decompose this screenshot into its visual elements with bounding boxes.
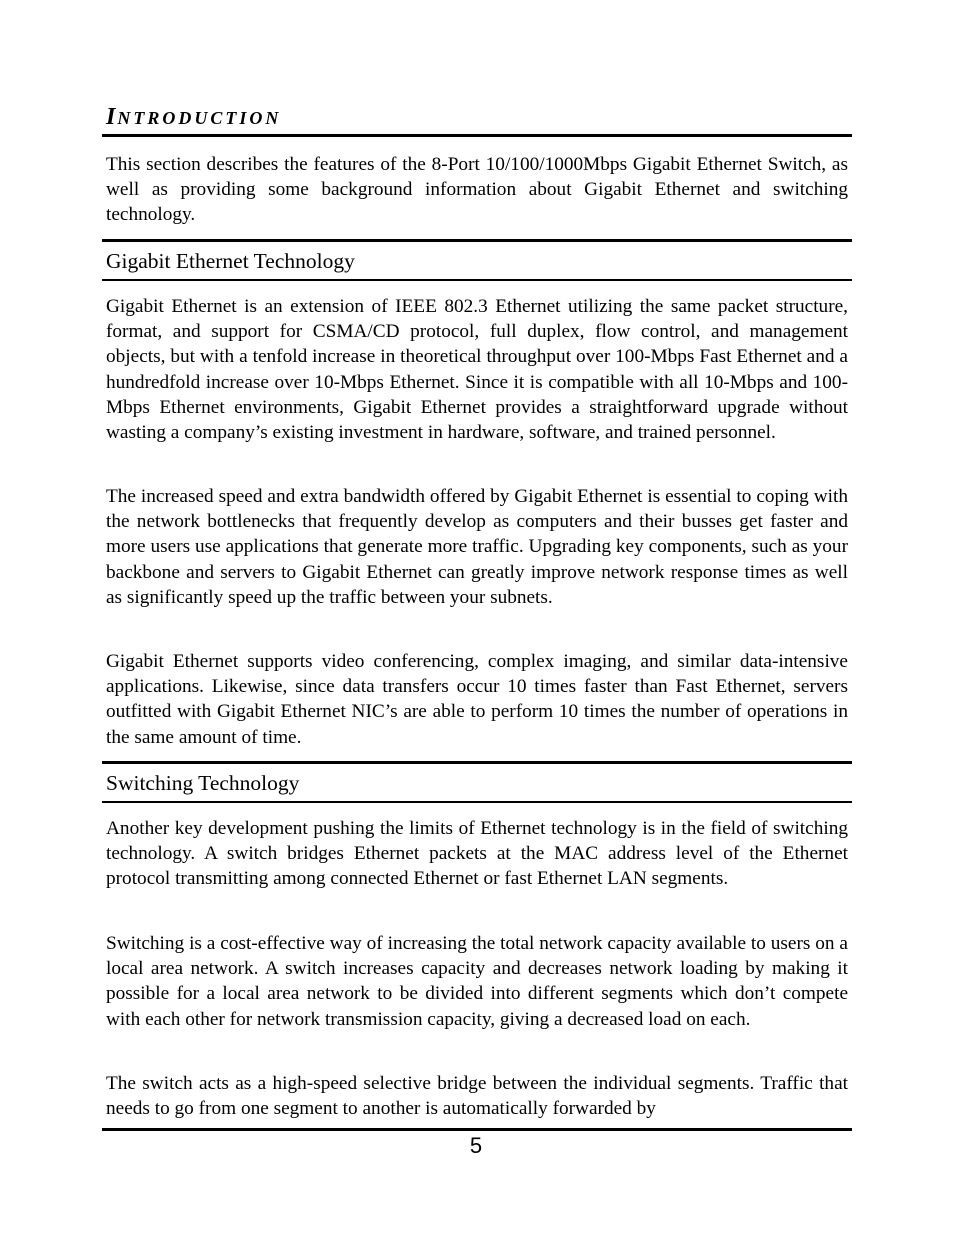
gigabit-paragraph-3: Gigabit Ethernet supports video conferencing, complex imaging, and similar data-intensive applications. Likewise, since data transfers occur 10 times faster than Fast Ethernet, servers outfitted with Gigabit Ethernet NIC’s are able to perform 10 times the number of operations in the same amount of time. (106, 651, 848, 748)
switching-paragraph-1: Another key development pushing the limits of Ethernet technology is in the field of switching technology. A switch bridges Ethernet packets at the MAC address level of the Ethernet protocol transmitting among connected Ethernet or fast Ethernet LAN segments. (106, 818, 848, 890)
switching-paragraph-2: Switching is a cost-effective way of increasing the total network capacity available to users on a local area network. A switch increases capacity and decreases network loading by making it possible for a local area network to be divided into different segments which don’t compete with each other for network transmission capacity, giving a decreased load on each. (106, 933, 848, 1030)
gigabit-paragraph-1: Gigabit Ethernet is an extension of IEEE 802.3 Ethernet utilizing the same packet structure, format, and support for CSMA/CD protocol, full duplex, flow control, and management objects, but with a tenfold increase in theoretical throughput over 100-Mbps Fast Ethernet and a hundredfold increase over 10-Mbps Ethernet. Since it is compatible with all 10-Mbps and 100-Mbps Ethernet environments, Gigabit Ethernet provides a straightforward upgrade without wasting a company’s existing investment in hardware, software, and trained personnel. (106, 296, 848, 444)
chapter-title (106, 103, 281, 132)
chapter-title-rest: NTRODUCTION (117, 108, 282, 128)
section-title-switching: Switching Technology (106, 771, 300, 795)
section-rule-top (102, 761, 852, 764)
footer-rule (102, 1128, 852, 1131)
section-rule-bottom (102, 279, 852, 281)
switching-paragraph-3: The switch acts as a high-speed selective bridge between the individual segments. Traffic that needs to go from one segment to another is automatically forwarded by (106, 1073, 848, 1120)
chapter-title-initial: I (106, 104, 118, 130)
gigabit-paragraph-2: The increased speed and extra bandwidth offered by Gigabit Ethernet is essential to coping with the network bottlenecks that frequently develop as computers and their busses get faster and more users use applications that generate more traffic. Upgrading key components, such as your backbone and servers to Gigabit Ethernet can greatly improve network response times as well as significantly speed up the traffic between your subnets. (106, 486, 848, 608)
intro-paragraph: This section describes the features of the 8-Port 10/100/1000Mbps Gigabit Ethernet Switch, as well as providing some background information about Gigabit Ethernet and switching technology. (106, 154, 848, 226)
section-rule-bottom (102, 801, 852, 803)
chapter-title-rule (102, 134, 852, 137)
page-number: 5 (469, 1133, 483, 1158)
section-title-gigabit: Gigabit Ethernet Technology (106, 249, 355, 273)
section-rule-top (102, 239, 852, 242)
